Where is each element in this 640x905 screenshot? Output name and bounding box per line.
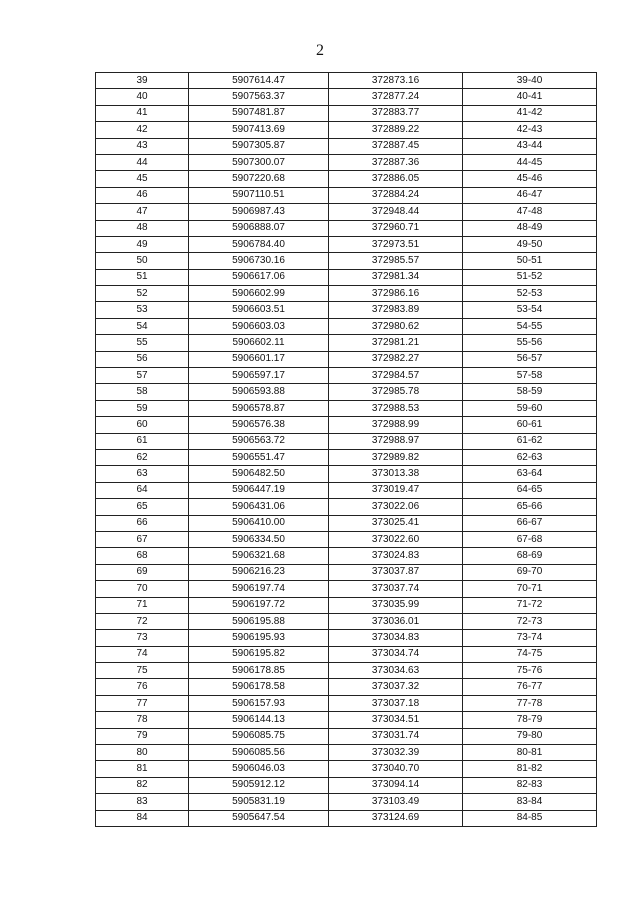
- table-row: [96, 728, 597, 744]
- point-number-cell: 60: [96, 417, 189, 433]
- y-coordinate-cell: 373031.74: [329, 728, 463, 744]
- y-coordinate-cell: 372973.51: [329, 236, 463, 252]
- table-row: [96, 154, 597, 170]
- segment-cell: 46-47: [463, 187, 597, 203]
- point-number-cell: 40: [96, 89, 189, 105]
- x-coordinate-cell: 5906563.72: [189, 433, 329, 449]
- y-coordinate-cell: 372983.89: [329, 302, 463, 318]
- table-row: [96, 810, 597, 826]
- point-number-cell: 59: [96, 400, 189, 416]
- x-coordinate-cell: 5907481.87: [189, 105, 329, 121]
- y-coordinate-cell: 372989.82: [329, 449, 463, 465]
- point-number-cell: 51: [96, 269, 189, 285]
- page-number: 2: [316, 42, 324, 59]
- y-coordinate-cell: 372948.44: [329, 204, 463, 220]
- y-coordinate-cell: 373032.39: [329, 745, 463, 761]
- segment-cell: 39-40: [463, 73, 597, 89]
- table-row: [96, 597, 597, 613]
- point-number-cell: 73: [96, 630, 189, 646]
- y-coordinate-cell: 373022.60: [329, 531, 463, 547]
- point-number-cell: 41: [96, 105, 189, 121]
- table-row: [96, 122, 597, 138]
- table-row: [96, 384, 597, 400]
- x-coordinate-cell: 5905831.19: [189, 794, 329, 810]
- segment-cell: 43-44: [463, 138, 597, 154]
- point-number-cell: 57: [96, 368, 189, 384]
- y-coordinate-cell: 372886.05: [329, 171, 463, 187]
- y-coordinate-cell: 373019.47: [329, 482, 463, 498]
- x-coordinate-cell: 5906197.74: [189, 581, 329, 597]
- table-row: [96, 695, 597, 711]
- segment-cell: 56-57: [463, 351, 597, 367]
- segment-cell: 54-55: [463, 318, 597, 334]
- table-row: [96, 433, 597, 449]
- x-coordinate-cell: 5906597.17: [189, 368, 329, 384]
- x-coordinate-cell: 5906178.58: [189, 679, 329, 695]
- x-coordinate-cell: 5906551.47: [189, 449, 329, 465]
- y-coordinate-cell: 373022.06: [329, 499, 463, 515]
- segment-cell: 79-80: [463, 728, 597, 744]
- point-number-cell: 49: [96, 236, 189, 252]
- segment-cell: 71-72: [463, 597, 597, 613]
- x-coordinate-cell: 5907110.51: [189, 187, 329, 203]
- point-number-cell: 45: [96, 171, 189, 187]
- segment-cell: 75-76: [463, 663, 597, 679]
- y-coordinate-cell: 372960.71: [329, 220, 463, 236]
- y-coordinate-cell: 373037.87: [329, 564, 463, 580]
- table-row: [96, 679, 597, 695]
- segment-cell: 45-46: [463, 171, 597, 187]
- x-coordinate-cell: 5906578.87: [189, 400, 329, 416]
- segment-cell: 67-68: [463, 531, 597, 547]
- point-number-cell: 71: [96, 597, 189, 613]
- segment-cell: 48-49: [463, 220, 597, 236]
- x-coordinate-cell: 5907614.47: [189, 73, 329, 89]
- x-coordinate-cell: 5906730.16: [189, 253, 329, 269]
- y-coordinate-cell: 373034.51: [329, 712, 463, 728]
- point-number-cell: 72: [96, 613, 189, 629]
- y-coordinate-cell: 372985.78: [329, 384, 463, 400]
- table-row: [96, 351, 597, 367]
- y-coordinate-cell: 373013.38: [329, 466, 463, 482]
- point-number-cell: 50: [96, 253, 189, 269]
- table-row: [96, 105, 597, 121]
- table-row: [96, 286, 597, 302]
- segment-cell: 50-51: [463, 253, 597, 269]
- point-number-cell: 48: [96, 220, 189, 236]
- table-row: [96, 236, 597, 252]
- y-coordinate-cell: 372981.34: [329, 269, 463, 285]
- x-coordinate-cell: 5906576.38: [189, 417, 329, 433]
- x-coordinate-cell: 5907220.68: [189, 171, 329, 187]
- segment-cell: 80-81: [463, 745, 597, 761]
- table-row: [96, 138, 597, 154]
- point-number-cell: 83: [96, 794, 189, 810]
- point-number-cell: 61: [96, 433, 189, 449]
- y-coordinate-cell: 372887.36: [329, 154, 463, 170]
- x-coordinate-cell: 5906085.56: [189, 745, 329, 761]
- x-coordinate-cell: 5906482.50: [189, 466, 329, 482]
- y-coordinate-cell: 372877.24: [329, 89, 463, 105]
- segment-cell: 63-64: [463, 466, 597, 482]
- y-coordinate-cell: 373124.69: [329, 810, 463, 826]
- segment-cell: 68-69: [463, 548, 597, 564]
- segment-cell: 65-66: [463, 499, 597, 515]
- x-coordinate-cell: 5906144.13: [189, 712, 329, 728]
- y-coordinate-cell: 373040.70: [329, 761, 463, 777]
- x-coordinate-cell: 5906046.03: [189, 761, 329, 777]
- segment-cell: 58-59: [463, 384, 597, 400]
- x-coordinate-cell: 5906601.17: [189, 351, 329, 367]
- point-number-cell: 43: [96, 138, 189, 154]
- point-number-cell: 42: [96, 122, 189, 138]
- table-row: [96, 417, 597, 433]
- y-coordinate-cell: 372985.57: [329, 253, 463, 269]
- point-number-cell: 70: [96, 581, 189, 597]
- table-row: [96, 302, 597, 318]
- y-coordinate-cell: 373024.83: [329, 548, 463, 564]
- segment-cell: 59-60: [463, 400, 597, 416]
- x-coordinate-cell: 5906195.93: [189, 630, 329, 646]
- point-number-cell: 77: [96, 695, 189, 711]
- coordinates-table-body: [96, 73, 597, 827]
- table-row: [96, 794, 597, 810]
- y-coordinate-cell: 373037.32: [329, 679, 463, 695]
- segment-cell: 69-70: [463, 564, 597, 580]
- y-coordinate-cell: 372889.22: [329, 122, 463, 138]
- y-coordinate-cell: 373036.01: [329, 613, 463, 629]
- x-coordinate-cell: 5906602.99: [189, 286, 329, 302]
- y-coordinate-cell: 373034.63: [329, 663, 463, 679]
- x-coordinate-cell: 5906321.68: [189, 548, 329, 564]
- table-row: [96, 318, 597, 334]
- point-number-cell: 74: [96, 646, 189, 662]
- segment-cell: 84-85: [463, 810, 597, 826]
- point-number-cell: 58: [96, 384, 189, 400]
- point-number-cell: 79: [96, 728, 189, 744]
- point-number-cell: 39: [96, 73, 189, 89]
- y-coordinate-cell: 373034.74: [329, 646, 463, 662]
- point-number-cell: 68: [96, 548, 189, 564]
- point-number-cell: 53: [96, 302, 189, 318]
- table-row: [96, 613, 597, 629]
- x-coordinate-cell: 5906987.43: [189, 204, 329, 220]
- point-number-cell: 82: [96, 777, 189, 793]
- point-number-cell: 76: [96, 679, 189, 695]
- segment-cell: 57-58: [463, 368, 597, 384]
- x-coordinate-cell: 5906334.50: [189, 531, 329, 547]
- table-row: [96, 187, 597, 203]
- segment-cell: 53-54: [463, 302, 597, 318]
- segment-cell: 52-53: [463, 286, 597, 302]
- table-row: [96, 482, 597, 498]
- point-number-cell: 66: [96, 515, 189, 531]
- segment-cell: 82-83: [463, 777, 597, 793]
- segment-cell: 41-42: [463, 105, 597, 121]
- y-coordinate-cell: 372884.24: [329, 187, 463, 203]
- x-coordinate-cell: 5906157.93: [189, 695, 329, 711]
- segment-cell: 40-41: [463, 89, 597, 105]
- table-row: [96, 204, 597, 220]
- x-coordinate-cell: 5906447.19: [189, 482, 329, 498]
- segment-cell: 74-75: [463, 646, 597, 662]
- y-coordinate-cell: 372873.16: [329, 73, 463, 89]
- table-row: [96, 269, 597, 285]
- segment-cell: 76-77: [463, 679, 597, 695]
- x-coordinate-cell: 5905912.12: [189, 777, 329, 793]
- table-row: [96, 646, 597, 662]
- segment-cell: 44-45: [463, 154, 597, 170]
- x-coordinate-cell: 5906603.03: [189, 318, 329, 334]
- segment-cell: 61-62: [463, 433, 597, 449]
- segment-cell: 60-61: [463, 417, 597, 433]
- x-coordinate-cell: 5907563.37: [189, 89, 329, 105]
- y-coordinate-cell: 372980.62: [329, 318, 463, 334]
- segment-cell: 78-79: [463, 712, 597, 728]
- segment-cell: 64-65: [463, 482, 597, 498]
- point-number-cell: 44: [96, 154, 189, 170]
- x-coordinate-cell: 5906197.72: [189, 597, 329, 613]
- segment-cell: 51-52: [463, 269, 597, 285]
- x-coordinate-cell: 5906178.85: [189, 663, 329, 679]
- point-number-cell: 56: [96, 351, 189, 367]
- segment-cell: 83-84: [463, 794, 597, 810]
- y-coordinate-cell: 373094.14: [329, 777, 463, 793]
- y-coordinate-cell: 373025.41: [329, 515, 463, 531]
- segment-cell: 55-56: [463, 335, 597, 351]
- table-row: [96, 171, 597, 187]
- table-row: [96, 253, 597, 269]
- table-row: [96, 564, 597, 580]
- point-number-cell: 80: [96, 745, 189, 761]
- y-coordinate-cell: 372984.57: [329, 368, 463, 384]
- table-row: [96, 548, 597, 564]
- segment-cell: 70-71: [463, 581, 597, 597]
- table-row: [96, 466, 597, 482]
- x-coordinate-cell: 5906593.88: [189, 384, 329, 400]
- y-coordinate-cell: 372887.45: [329, 138, 463, 154]
- point-number-cell: 63: [96, 466, 189, 482]
- y-coordinate-cell: 373037.74: [329, 581, 463, 597]
- point-number-cell: 65: [96, 499, 189, 515]
- table-row: [96, 761, 597, 777]
- y-coordinate-cell: 373037.18: [329, 695, 463, 711]
- point-number-cell: 75: [96, 663, 189, 679]
- table-row: [96, 220, 597, 236]
- x-coordinate-cell: 5906216.23: [189, 564, 329, 580]
- point-number-cell: 55: [96, 335, 189, 351]
- point-number-cell: 69: [96, 564, 189, 580]
- segment-cell: 72-73: [463, 613, 597, 629]
- table-row: [96, 663, 597, 679]
- x-coordinate-cell: 5906195.82: [189, 646, 329, 662]
- segment-cell: 66-67: [463, 515, 597, 531]
- x-coordinate-cell: 5906603.51: [189, 302, 329, 318]
- x-coordinate-cell: 5906431.06: [189, 499, 329, 515]
- x-coordinate-cell: 5907305.87: [189, 138, 329, 154]
- table-row: [96, 73, 597, 89]
- table-row: [96, 531, 597, 547]
- segment-cell: 47-48: [463, 204, 597, 220]
- y-coordinate-cell: 372982.27: [329, 351, 463, 367]
- segment-cell: 49-50: [463, 236, 597, 252]
- y-coordinate-cell: 372988.97: [329, 433, 463, 449]
- point-number-cell: 46: [96, 187, 189, 203]
- y-coordinate-cell: 372981.21: [329, 335, 463, 351]
- x-coordinate-cell: 5906085.75: [189, 728, 329, 744]
- table-row: [96, 89, 597, 105]
- x-coordinate-cell: 5906888.07: [189, 220, 329, 236]
- point-number-cell: 52: [96, 286, 189, 302]
- segment-cell: 77-78: [463, 695, 597, 711]
- table-row: [96, 630, 597, 646]
- segment-cell: 81-82: [463, 761, 597, 777]
- segment-cell: 73-74: [463, 630, 597, 646]
- x-coordinate-cell: 5906195.88: [189, 613, 329, 629]
- point-number-cell: 54: [96, 318, 189, 334]
- x-coordinate-cell: 5905647.54: [189, 810, 329, 826]
- table-row: [96, 400, 597, 416]
- coordinates-table: [95, 72, 597, 827]
- x-coordinate-cell: 5906784.40: [189, 236, 329, 252]
- point-number-cell: 67: [96, 531, 189, 547]
- table-row: [96, 581, 597, 597]
- x-coordinate-cell: 5906617.06: [189, 269, 329, 285]
- point-number-cell: 62: [96, 449, 189, 465]
- segment-cell: 62-63: [463, 449, 597, 465]
- point-number-cell: 81: [96, 761, 189, 777]
- point-number-cell: 78: [96, 712, 189, 728]
- y-coordinate-cell: 372988.53: [329, 400, 463, 416]
- x-coordinate-cell: 5907413.69: [189, 122, 329, 138]
- y-coordinate-cell: 372883.77: [329, 105, 463, 121]
- x-coordinate-cell: 5907300.07: [189, 154, 329, 170]
- segment-cell: 42-43: [463, 122, 597, 138]
- table-row: [96, 745, 597, 761]
- y-coordinate-cell: 372988.99: [329, 417, 463, 433]
- x-coordinate-cell: 5906410.00: [189, 515, 329, 531]
- table-row: [96, 499, 597, 515]
- table-row: [96, 368, 597, 384]
- y-coordinate-cell: 373103.49: [329, 794, 463, 810]
- table-row: [96, 712, 597, 728]
- point-number-cell: 84: [96, 810, 189, 826]
- table-row: [96, 515, 597, 531]
- y-coordinate-cell: 372986.16: [329, 286, 463, 302]
- table-row: [96, 777, 597, 793]
- x-coordinate-cell: 5906602.11: [189, 335, 329, 351]
- point-number-cell: 64: [96, 482, 189, 498]
- y-coordinate-cell: 373035.99: [329, 597, 463, 613]
- table-row: [96, 449, 597, 465]
- y-coordinate-cell: 373034.83: [329, 630, 463, 646]
- table-row: [96, 335, 597, 351]
- point-number-cell: 47: [96, 204, 189, 220]
